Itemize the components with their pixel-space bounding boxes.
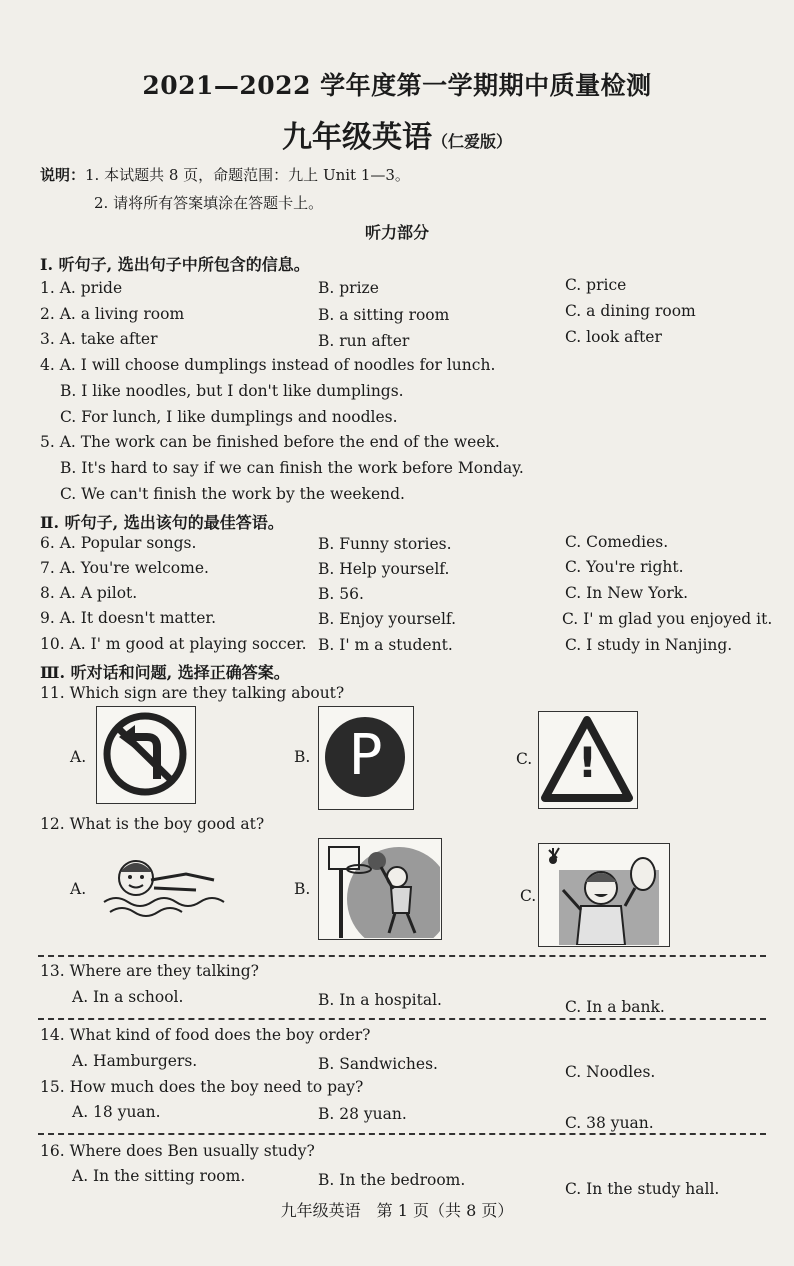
q13-option-c: C. In a bank. <box>565 998 665 1016</box>
instructions-line-1 <box>40 164 410 185</box>
q16-question: 16. Where does Ben usually study? <box>40 1142 315 1160</box>
q4-option-a: 4. A. I will choose dumplings instead of noodles for lunch. <box>40 356 496 374</box>
section-1-heading: Ⅰ. 听句子, 选出句子中所包含的信息。 <box>40 255 310 274</box>
q2-option-c: C. a dining room <box>565 302 696 320</box>
section-3-heading: Ⅲ. 听对话和问题, 选择正确答案。 <box>40 663 290 682</box>
edition-label: （仁爱版） <box>431 132 512 151</box>
no-left-turn-sign <box>96 706 196 804</box>
q11-question: 11. Which sign are they talking about? <box>40 684 345 702</box>
page-footer: 九年级英语 第 1 页（共 8 页） <box>280 1201 514 1220</box>
q2-option-b: B. a sitting room <box>318 306 450 324</box>
q1-option-b: B. prize <box>318 279 379 297</box>
q8-option-a: 8. A. A pilot. <box>40 584 138 602</box>
q2-option-a: 2. A. a living room <box>40 305 185 323</box>
q11-label-c: C. <box>516 750 533 768</box>
q15-option-b: B. 28 yuan. <box>318 1105 407 1123</box>
instruction-1: 1. 本试题共 8 页，命题范围：九上 Unit 1—3。 <box>85 166 410 184</box>
dashed-separator <box>38 1133 766 1135</box>
exam-title: 2021—2022 学年度第一学期期中质量检测 <box>142 71 652 100</box>
q14-option-c: C. Noodles. <box>565 1063 656 1081</box>
listening-section-title: 听力部分 <box>364 223 429 242</box>
q9-option-c: C. I' m glad you enjoyed it. <box>562 610 773 628</box>
q8-option-b: B. 56. <box>318 585 364 603</box>
q15-question: 15. How much does the boy need to pay? <box>40 1078 364 1096</box>
q5-option-b: B. It's hard to say if we can finish the work before Monday. <box>60 459 524 477</box>
swimming-boy-icon <box>96 850 236 920</box>
q1-option-c: C. price <box>565 276 627 294</box>
instruction-2: 2. 请将所有答案填涂在答题卡上。 <box>94 194 324 212</box>
section-2-heading: Ⅱ. 听句子, 选出该句的最佳答语。 <box>40 513 284 532</box>
q1-option-a: 1. A. pride <box>40 279 123 297</box>
parking-sign <box>318 706 414 810</box>
q9-option-a: 9. A. It doesn't matter. <box>40 609 217 627</box>
q16-option-a: A. In the sitting room. <box>72 1167 246 1185</box>
basketball-picture <box>318 838 442 940</box>
badminton-picture <box>538 843 670 947</box>
q12-label-a: A. <box>70 880 87 898</box>
q7-option-a: 7. A. You're welcome. <box>40 559 209 577</box>
q7-option-c: C. You're right. <box>565 558 684 576</box>
q15-option-a: A. 18 yuan. <box>72 1103 161 1121</box>
q6-option-b: B. Funny stories. <box>318 535 452 553</box>
q14-option-b: B. Sandwiches. <box>318 1055 438 1073</box>
q3-option-c: C. look after <box>565 328 662 346</box>
q16-option-b: B. In the bedroom. <box>318 1171 466 1189</box>
q5-option-a: 5. A. The work can be finished before the end of the week. <box>40 433 500 451</box>
q11-label-b: B. <box>294 748 311 766</box>
q12-question: 12. What is the boy good at? <box>40 815 265 833</box>
q4-option-c: C. For lunch, I like dumplings and noodles. <box>60 408 398 426</box>
q10-option-a: 10. A. I' m good at playing soccer. <box>40 635 307 653</box>
dashed-separator <box>38 1018 766 1020</box>
q12-label-c: C. <box>520 887 537 905</box>
instructions-label: 说明： <box>40 166 86 184</box>
no-left-turn-icon <box>97 707 194 802</box>
exam-subtitle <box>0 112 794 156</box>
q14-question: 14. What kind of food does the boy order? <box>40 1026 371 1044</box>
q13-question: 13. Where are they talking? <box>40 962 259 980</box>
parking-letter: P <box>348 723 383 788</box>
q14-option-a: A. Hamburgers. <box>72 1052 198 1070</box>
q3-option-a: 3. A. take after <box>40 330 158 348</box>
badminton-girl-icon <box>539 844 668 945</box>
warning-sign <box>538 711 638 809</box>
dashed-separator <box>38 955 766 957</box>
q7-option-b: B. Help yourself. <box>318 560 450 578</box>
q15-option-c: C. 38 yuan. <box>565 1114 654 1132</box>
q13-option-a: A. In a school. <box>72 988 184 1006</box>
q9-option-b: B. Enjoy yourself. <box>318 610 457 628</box>
q6-option-a: 6. A. Popular songs. <box>40 534 197 552</box>
q10-option-b: B. I' m a student. <box>318 636 453 654</box>
q16-option-c: C. In the study hall. <box>565 1180 720 1198</box>
q12-label-b: B. <box>294 880 311 898</box>
warning-exclamation: ! <box>577 738 598 787</box>
basketball-boy-icon <box>319 839 440 938</box>
q5-option-c: C. We can't finish the work by the weekend. <box>60 485 405 503</box>
q3-option-b: B. run after <box>318 332 410 350</box>
subject-name: 九年级英语 <box>281 120 432 155</box>
q6-option-c: C. Comedies. <box>565 533 669 551</box>
q4-option-b: B. I like noodles, but I don't like dumplings. <box>60 382 404 400</box>
q10-option-c: C. I study in Nanjing. <box>565 636 733 654</box>
q13-option-b: B. In a hospital. <box>318 991 442 1009</box>
q8-option-c: C. In New York. <box>565 584 689 602</box>
q11-label-a: A. <box>70 748 87 766</box>
